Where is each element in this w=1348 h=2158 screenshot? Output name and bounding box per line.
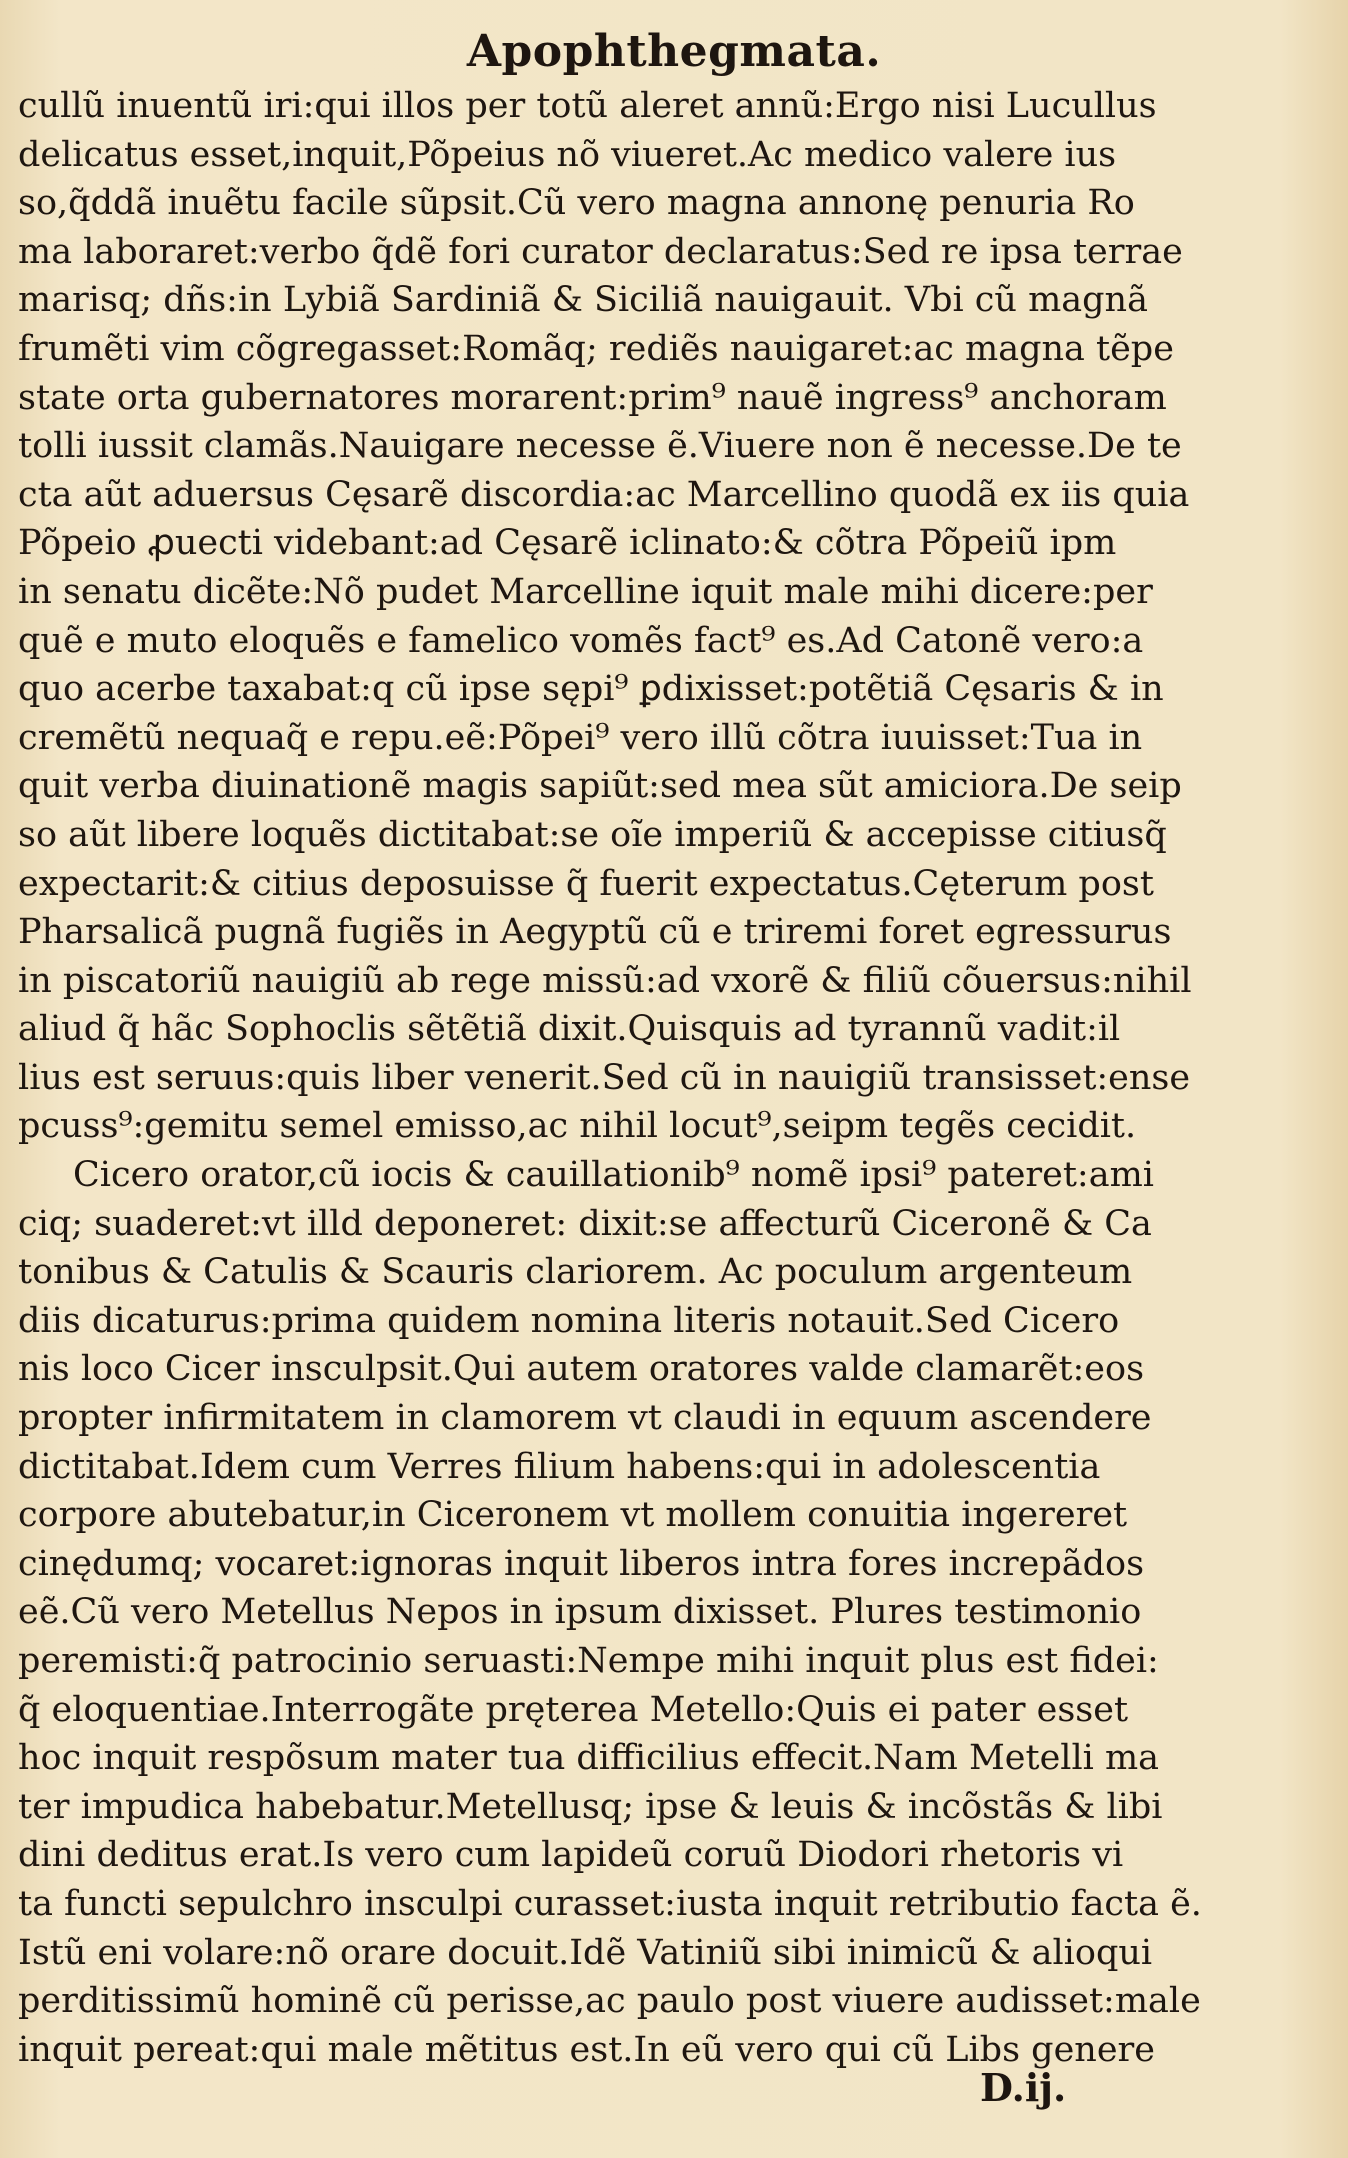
text-line: ter impudica habebatur.Metellusq; ipse & leuis & incõstãs & libi (18, 1786, 1163, 1827)
text-line: q̃ eloquentiae.Interrogãte pręterea Metello:Quis ei pater esset (18, 1689, 1129, 1730)
text-line: eẽ.Cũ vero Metellus Nepos in ipsum dixisset. Plures testimonio (18, 1592, 1142, 1633)
text-line: tonibus & Catulis & Scauris clariorem. Ac poculum argenteum (18, 1252, 1133, 1293)
text-line: so aũt libere loquẽs dictitabat:se oĩe imperiũ & accepisse citiusq̃ (18, 814, 1167, 855)
text-line: delicatus esset,inquit,Põpeius nõ viueret.Ac medico valere ius (18, 134, 1117, 175)
signature-mark: D.ij. (980, 2065, 1067, 2110)
text-line: propter infirmitatem in clamorem vt claudi in equum ascendere (18, 1398, 1152, 1439)
text-line: quẽ e muto eloquẽs e famelico vomẽs fact⁹ es.Ad Catonẽ vero:a (18, 620, 1144, 661)
text-line: cremẽtũ nequaq̃ e repu.eẽ:Põpei⁹ vero illũ cõtra iuuisset:Tua in (18, 717, 1143, 758)
text-line: so,q̃ddã inuẽtu facile sũpsit.Cũ vero magna annonę penuria Ro (18, 183, 1135, 224)
text-line: ciq; suaderet:vt illd deponeret: dixit:se affecturũ Ciceronẽ & Ca (18, 1203, 1152, 1244)
text-line: marisq; dñs:in Lybiã Sardiniã & Siciliã nauigauit. Vbi cũ magnã (18, 280, 1148, 321)
text-line: state orta gubernatores morarent:prim⁹ nauẽ ingress⁹ anchoram (18, 377, 1167, 418)
text-line: inquit pereat:qui male mẽtitus est.In eũ vero qui cũ Libs genere (18, 2029, 1155, 2070)
text-line: quo acerbe taxabat:q cũ ipse sępi⁹ ꝑdixisset:potẽtiã Cęsaris & in (18, 669, 1164, 710)
running-head: Apophthegmata. (466, 26, 882, 77)
text-line: hoc inquit respõsum mater tua difficilius effecit.Nam Metelli ma (18, 1738, 1160, 1779)
text-line: pcuss⁹:gemitu semel emisso,ac nihil locut⁹,seipm tegẽs cecidit. (18, 1106, 1137, 1147)
text-line: in senatu dicẽte:Nõ pudet Marcelline iquit male mihi dicere:per (18, 571, 1153, 612)
text-line: Cicero orator,cũ iocis & cauillationib⁹ nomẽ ipsi⁹ pateret:ami (73, 1155, 1154, 1196)
text-line: quit verba diuinationẽ magis sapiũt:sed mea sũt amiciora.De seip (18, 766, 1182, 807)
text-line: expectarit:& citius deposuisse q̃ fuerit expectatus.Cęterum post (18, 863, 1154, 904)
text-block (18, 82, 1213, 2074)
text-line: cta aũt aduersus Cęsarẽ discordia:ac Marcellino quodã ex iis quia (18, 474, 1190, 515)
text-line: dini deditus erat.Is vero cum lapideũ coruũ Diodori rhetoris vi (18, 1835, 1124, 1876)
text-line: lius est seruus:quis liber venerit.Sed cũ in nauigiũ transisset:ense (18, 1057, 1191, 1098)
text-line: cinędumq; vocaret:ignoras inquit liberos intra fores increpãdos (18, 1543, 1145, 1584)
text-line: Põpeio ꝓuecti videbant:ad Cęsarẽ iclinato:& cõtra Põpeiũ ipm (18, 523, 1117, 564)
text-line: perditissimũ hominẽ cũ perisse,ac paulo post viuere audisset:male (18, 1981, 1201, 2022)
text-line: aliud q̃ hãc Sophoclis sẽtẽtiã dixit.Quisquis ad tyrannũ vadit:il (18, 1009, 1121, 1050)
text-line: Istũ eni volare:nõ orare docuit.Idẽ Vatiniũ sibi inimicũ & alioqui (18, 1932, 1153, 1973)
text-line: in piscatoriũ nauigiũ ab rege missũ:ad vxorẽ & filiũ cõuersus:nihil (18, 960, 1192, 1001)
text-line: cullũ inuentũ iri:qui illos per totũ aleret annũ:Ergo nisi Lucullus (18, 86, 1157, 126)
text-line: frumẽti vim cõgregasset:Romãq; rediẽs nauigaret:ac magna tẽpe (18, 328, 1174, 369)
text-line: Pharsalicã pugnã fugiẽs in Aegyptũ cũ e triremi foret egressurus (18, 912, 1172, 953)
text-line: ma laboraret:verbo q̃dẽ fori curator declaratus:Sed re ipsa terrae (18, 231, 1183, 272)
text-line: ta functi sepulchro insculpi curasset:iusta inquit retributio facta ẽ. (18, 1883, 1202, 1924)
text-line: nis loco Cicer insculpsit.Qui autem oratores valde clamarẽt:eos (18, 1349, 1145, 1390)
text-line: tolli iussit clamãs.Nauigare necesse ẽ.Viuere non ẽ necesse.De te (18, 426, 1182, 467)
text-line: corpore abutebatur,in Ciceronem vt mollem conuitia ingereret (18, 1495, 1128, 1536)
text-line: diis dicaturus:prima quidem nomina literis notauit.Sed Cicero (18, 1300, 1120, 1341)
text-line: dictitabat.Idem cum Verres filium habens:qui in adolescentia (18, 1446, 1101, 1487)
text-line: peremisti:q̃ patrocinio seruasti:Nempe mihi inquit plus est fidei: (18, 1641, 1159, 1681)
